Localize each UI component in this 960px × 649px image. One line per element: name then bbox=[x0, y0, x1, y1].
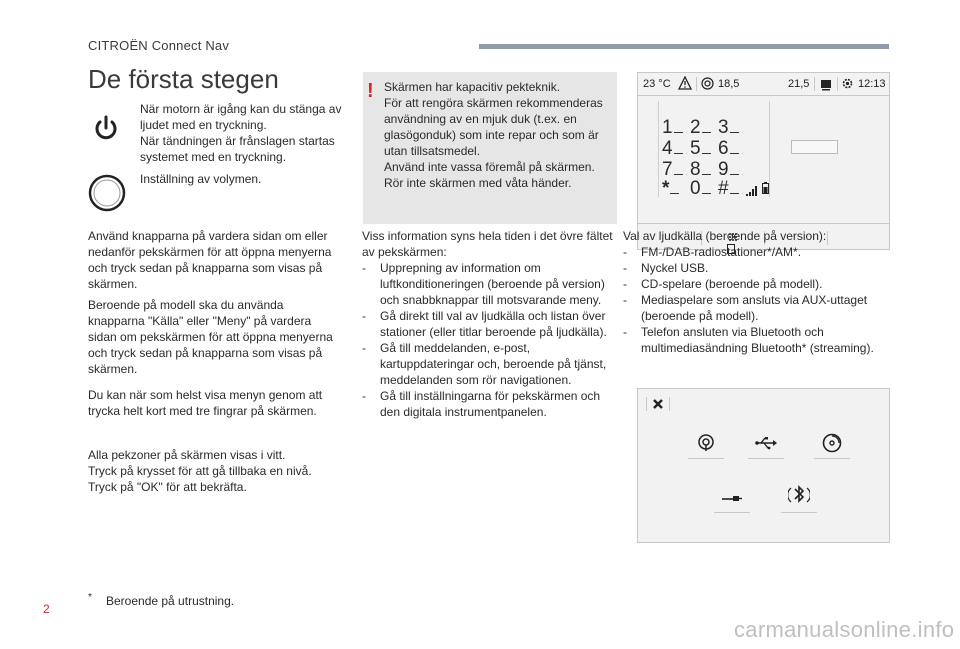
list-item: - Gå direkt till val av ljudkälla och listan över stationer (eller titlar beroende på ljudkälla). bbox=[362, 308, 620, 340]
col2-text bbox=[362, 228, 620, 420]
page-title: De första stegen bbox=[88, 64, 279, 94]
key-label: 9 bbox=[718, 159, 729, 180]
source-underline bbox=[814, 458, 850, 459]
clock-readout: 12:13 bbox=[858, 78, 886, 90]
col1-paragraph-2: Beroende på modell ska du använda knapparna "Källa" eller "Meny" på vardera sidan om pekskärmen för att öppna menyerna och tryck sedan på knapparna som visas på skärmen. bbox=[88, 298, 333, 376]
keypad-key[interactable] bbox=[690, 138, 711, 160]
key-label: 3 bbox=[718, 117, 729, 138]
list-item: - Mediaspelare som ansluts via AUX-uttaget (beroende på modell). bbox=[623, 292, 893, 324]
temperature-readout: 23 °C bbox=[643, 78, 671, 90]
power-icon bbox=[86, 108, 126, 148]
list-item: - Telefon ansluten via Bluetooth och multimediasändning Bluetooth* (streaming). bbox=[623, 324, 893, 356]
screen-audio-sources bbox=[637, 388, 890, 543]
volume-knob-icon bbox=[86, 172, 128, 214]
fan-left-readout: 18,5 bbox=[718, 78, 740, 90]
keypad-key[interactable] bbox=[718, 178, 739, 200]
keypad-key[interactable] bbox=[662, 138, 683, 160]
watermark: carmanualsonline.info bbox=[734, 617, 955, 642]
keypad-key[interactable] bbox=[690, 117, 711, 139]
warning-triangle-icon bbox=[678, 76, 692, 95]
close-divider bbox=[646, 397, 647, 411]
footnote-mark: * bbox=[88, 592, 92, 603]
bluetooth-source-icon[interactable] bbox=[781, 481, 817, 509]
status-divider bbox=[696, 77, 697, 91]
cd-source-icon[interactable] bbox=[814, 431, 850, 455]
key-label: * bbox=[662, 178, 670, 199]
header-bar bbox=[479, 44, 889, 49]
key-label: 5 bbox=[690, 138, 701, 159]
power-description: När motorn är igång kan du stänga av ljudet med en tryckning. När tändningen är frånslagen startas systemet med en tryckning. bbox=[140, 102, 342, 164]
col3-list bbox=[623, 244, 893, 356]
source-underline bbox=[781, 512, 817, 513]
status-divider bbox=[814, 77, 815, 91]
settings-icon[interactable] bbox=[841, 77, 854, 95]
radio-source-icon[interactable] bbox=[688, 431, 724, 455]
radio-icon[interactable] bbox=[701, 77, 714, 95]
col1-paragraph-4: Alla pekzoner på skärmen visas i vitt. Tryck på krysset för att gå tillbaka en nivå. Tryck på "OK" för att bekräfta. bbox=[88, 448, 312, 494]
key-label: 6 bbox=[718, 138, 729, 159]
col1-paragraph-1: Använd knapparna på vardera sidan om eller nedanför pekskärmen för att öppna menyerna och tryck sedan på knapparna som visas på skärmen. bbox=[88, 229, 332, 291]
usb-source-icon[interactable] bbox=[748, 431, 784, 455]
fan-right-readout: 21,5 bbox=[788, 78, 810, 90]
key-label: 7 bbox=[662, 159, 673, 180]
header-brand: CITROËN Connect Nav bbox=[88, 38, 230, 53]
page-number: 2 bbox=[43, 602, 50, 616]
keypad-key[interactable] bbox=[718, 138, 739, 160]
source-underline bbox=[688, 458, 724, 459]
col2-intro: Viss information syns hela tiden i det övre fältet av pekskärmen: bbox=[362, 229, 613, 259]
list-item: - Gå till inställningarna för pekskärmen och den digitala instrumentpanelen. bbox=[362, 388, 620, 420]
status-divider bbox=[837, 77, 838, 91]
aux-source-icon[interactable] bbox=[714, 485, 750, 509]
footnote-text: Beroende på utrustning. bbox=[106, 594, 235, 608]
keypad-key[interactable] bbox=[718, 117, 739, 139]
signal-bars-icon bbox=[746, 183, 758, 201]
col3-text bbox=[623, 228, 893, 356]
col2-list bbox=[362, 260, 620, 420]
col3-intro: Val av ljudkälla (beroende på version): bbox=[623, 229, 827, 243]
keypad-key[interactable] bbox=[690, 178, 711, 200]
keypad-key[interactable] bbox=[662, 117, 683, 139]
key-label: # bbox=[718, 178, 729, 199]
screen-keypad bbox=[637, 72, 890, 250]
message-icon[interactable] bbox=[820, 78, 832, 96]
list-item: - Gå till meddelanden, e-post, kartuppdateringar och, beroende på tjänst, meddelanden som rör navigationen. bbox=[362, 340, 620, 388]
list-item: - Upprepning av information om luftkonditioneringen (beroende på version) och snabbknappar till motsvarande meny. bbox=[362, 260, 620, 308]
bottom-bar-divider bbox=[638, 223, 889, 224]
list-item: - FM-/DAB-radiostationer*/AM*. bbox=[623, 244, 893, 260]
key-label: 8 bbox=[690, 159, 701, 180]
key-label: 0 bbox=[690, 178, 701, 199]
status-bar-divider bbox=[638, 95, 889, 96]
close-divider bbox=[669, 397, 670, 411]
keypad-key[interactable] bbox=[662, 178, 679, 200]
key-label: 2 bbox=[690, 117, 701, 138]
col1-paragraph-3: Du kan när som helst visa menyn genom att trycka helt kort med tre fingrar på skärmen. bbox=[88, 388, 323, 418]
number-field[interactable] bbox=[791, 140, 838, 154]
source-underline bbox=[714, 512, 750, 513]
list-item: - CD-spelare (beroende på modell). bbox=[623, 276, 893, 292]
warning-text: Skärmen har kapacitiv pekteknik. För att rengöra skärmen rekommenderas användning av en mjuk duk (t.ex. en glasögonduk) som inte repar och som är utan tillsatsmedel. Använd inte vassa föremål på skärmen. Rör inte skärmen med våta händer. bbox=[384, 80, 603, 190]
key-label: 1 bbox=[662, 117, 673, 138]
close-icon[interactable] bbox=[652, 397, 664, 415]
source-underline bbox=[748, 458, 784, 459]
warning-icon: ! bbox=[367, 80, 374, 102]
battery-icon bbox=[762, 181, 769, 199]
list-item: - Nyckel USB. bbox=[623, 260, 893, 276]
key-label: 4 bbox=[662, 138, 673, 159]
volume-description: Inställning av volymen. bbox=[140, 172, 262, 186]
